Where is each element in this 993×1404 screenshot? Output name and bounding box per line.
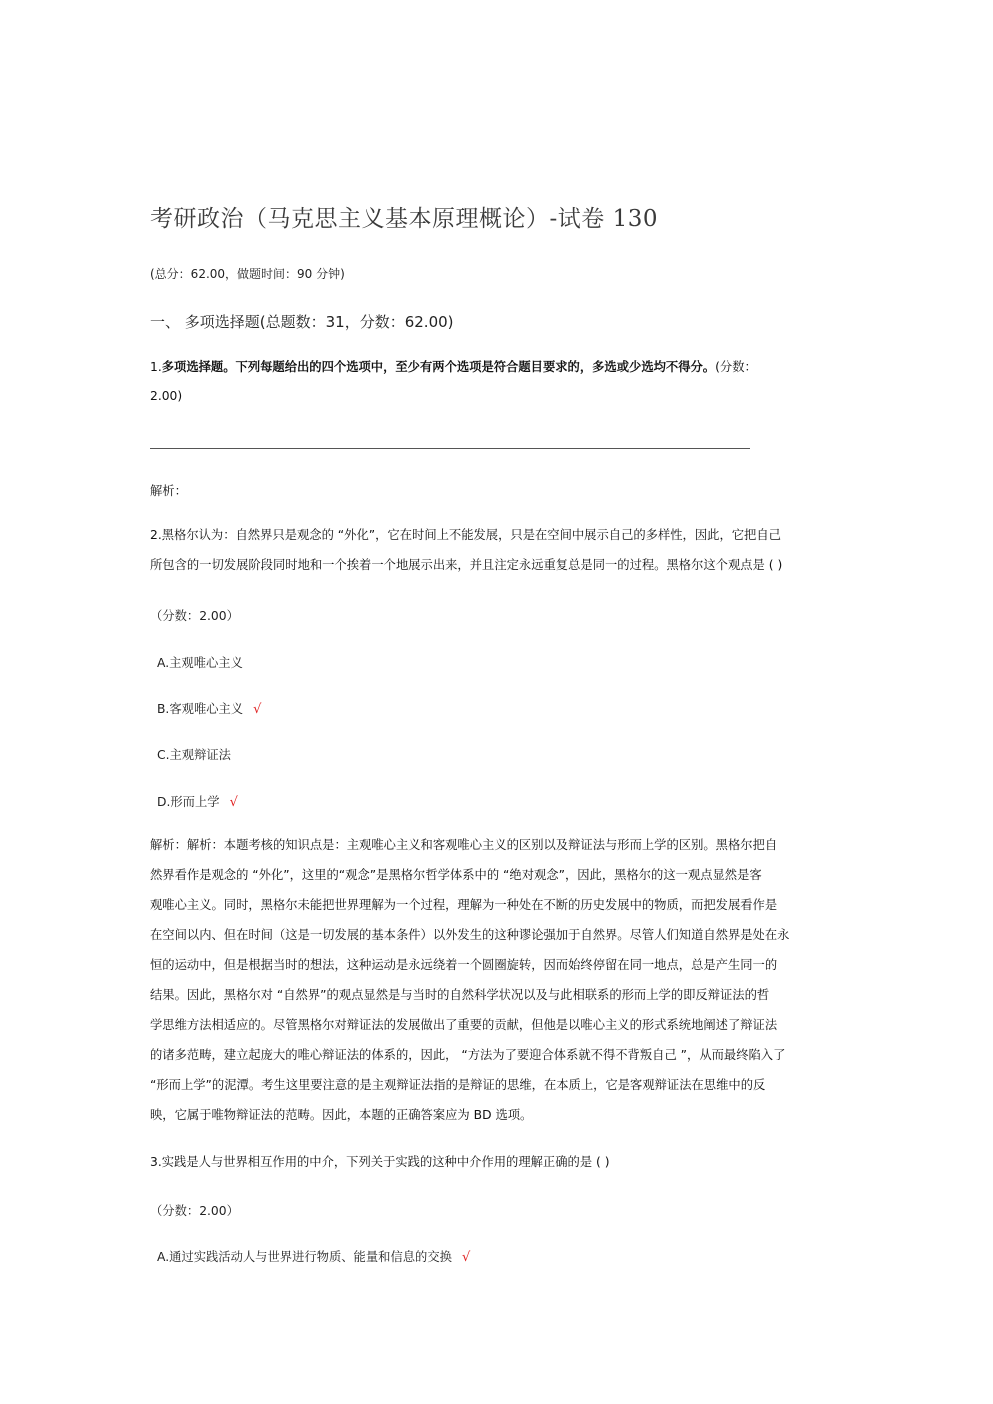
correct-check-icon: √ bbox=[461, 1250, 471, 1265]
question-1-instructions: 多项选择题。下列每题给出的四个选项中，至少有两个选项是符合题目要求的，多选或少选均不得分。 bbox=[161, 360, 716, 374]
analysis-line: 观唯心主义。同时，黑格尔未能把世界理解为一个过程，理解为一种处在不断的历史发展中的物质，而把发展看作是 bbox=[150, 898, 778, 912]
correct-check-icon: √ bbox=[253, 702, 262, 717]
option-label: C.主观辩证法 bbox=[157, 748, 231, 762]
option-label: D.形而上学 bbox=[157, 795, 220, 809]
question-2-option-b[interactable] bbox=[157, 699, 261, 717]
analysis-line: 恒的运动中，但是根据当时的想法，这种运动是永远绕着一个圆圈旋转，因而始终停留在同一地点，总是产生同一的 bbox=[150, 958, 778, 972]
analysis-line: 映，它属于唯物辩证法的范畴。因此，本题的正确答案应为 BD 选项。 bbox=[150, 1108, 533, 1122]
question-2-option-d[interactable] bbox=[157, 792, 238, 810]
question-3-option-a[interactable] bbox=[157, 1247, 470, 1265]
analysis-line: 解析：解析：本题考核的知识点是：主观唯心主义和客观唯心主义的区别以及辩证法与形而上学的区别。黑格尔把自 bbox=[150, 838, 778, 852]
option-label: B.客观唯心主义 bbox=[157, 702, 244, 716]
option-label: A.通过实践活动人与世界进行物质、能量和信息的交换 bbox=[157, 1250, 452, 1264]
exam-meta: (总分：62.00，做题时间：90 分钟) bbox=[150, 267, 345, 281]
analysis-line: 结果。因此，黑格尔对 “自然界”的观点显然是与当时的自然科学状况以及与此相联系的形而上学的即反辩证法的哲 bbox=[150, 988, 770, 1002]
question-2-stem-line: 2.黑格尔认为：自然界只是观念的 “外化”，它在时间上不能发展，只是在空间中展示自己的多样性，因此，它把自己 bbox=[150, 528, 781, 542]
correct-check-icon: √ bbox=[229, 795, 238, 810]
question-1-score-open: (分数： bbox=[715, 360, 757, 374]
analysis-line: 学思维方法相适应的。尽管黑格尔对辩证法的发展做出了重要的贡献，但他是以唯心主义的形式系统地阐述了辩证法 bbox=[150, 1018, 778, 1032]
question-2-stem bbox=[150, 520, 840, 580]
page-title: 考研政治（马克思主义基本原理概论）-试卷 130 bbox=[150, 206, 658, 232]
question-3-score: （分数：2.00） bbox=[150, 1204, 239, 1218]
analysis-line: “形而上学”的泥潭。考生这里要注意的是主观辩证法指的是辩证的思维，在本质上，它是客观辩证法在思维中的反 bbox=[150, 1078, 766, 1092]
question-1-text bbox=[150, 352, 757, 382]
answer-divider-line bbox=[150, 448, 750, 449]
question-2-option-a[interactable] bbox=[157, 653, 243, 671]
question-2-stem-line: 所包含的一切发展阶段同时地和一个挨着一个地展示出来，并且注定永远重复总是同一的过程。黑格尔这个观点是 ( ) bbox=[150, 558, 783, 572]
analysis-line: 的诸多范畴，建立起庞大的唯心辩证法的体系的，因此， “方法为了要迎合体系就不得不背叛自己 ”，从而最终陷入了 bbox=[150, 1048, 786, 1062]
question-2-option-c[interactable] bbox=[157, 745, 231, 763]
analysis-line: 然界看作是观念的 “外化”，这里的“观念”是黑格尔哲学体系中的 “绝对观念”，因此，黑格尔的这一观点显然是客 bbox=[150, 868, 762, 882]
option-label: A.主观唯心主义 bbox=[157, 656, 243, 670]
question-1-analysis: 解析： bbox=[150, 484, 187, 498]
question-1-prefix: 1. bbox=[150, 360, 162, 374]
question-1-score-close: 2.00) bbox=[150, 389, 183, 403]
question-2-analysis bbox=[150, 830, 840, 1130]
analysis-line: 在空间以内、但在时间（这是一切发展的基本条件）以外发生的这种谬论强加于自然界。尽管人们知道自然界是处在永 bbox=[150, 928, 790, 942]
question-3-stem: 3.实践是人与世界相互作用的中介，下列关于实践的这种中介作用的理解正确的是 ( ) bbox=[150, 1155, 610, 1169]
section-header: 一、 多项选择题(总题数：31，分数：62.00) bbox=[150, 313, 454, 331]
question-2-score: （分数：2.00） bbox=[150, 609, 239, 623]
